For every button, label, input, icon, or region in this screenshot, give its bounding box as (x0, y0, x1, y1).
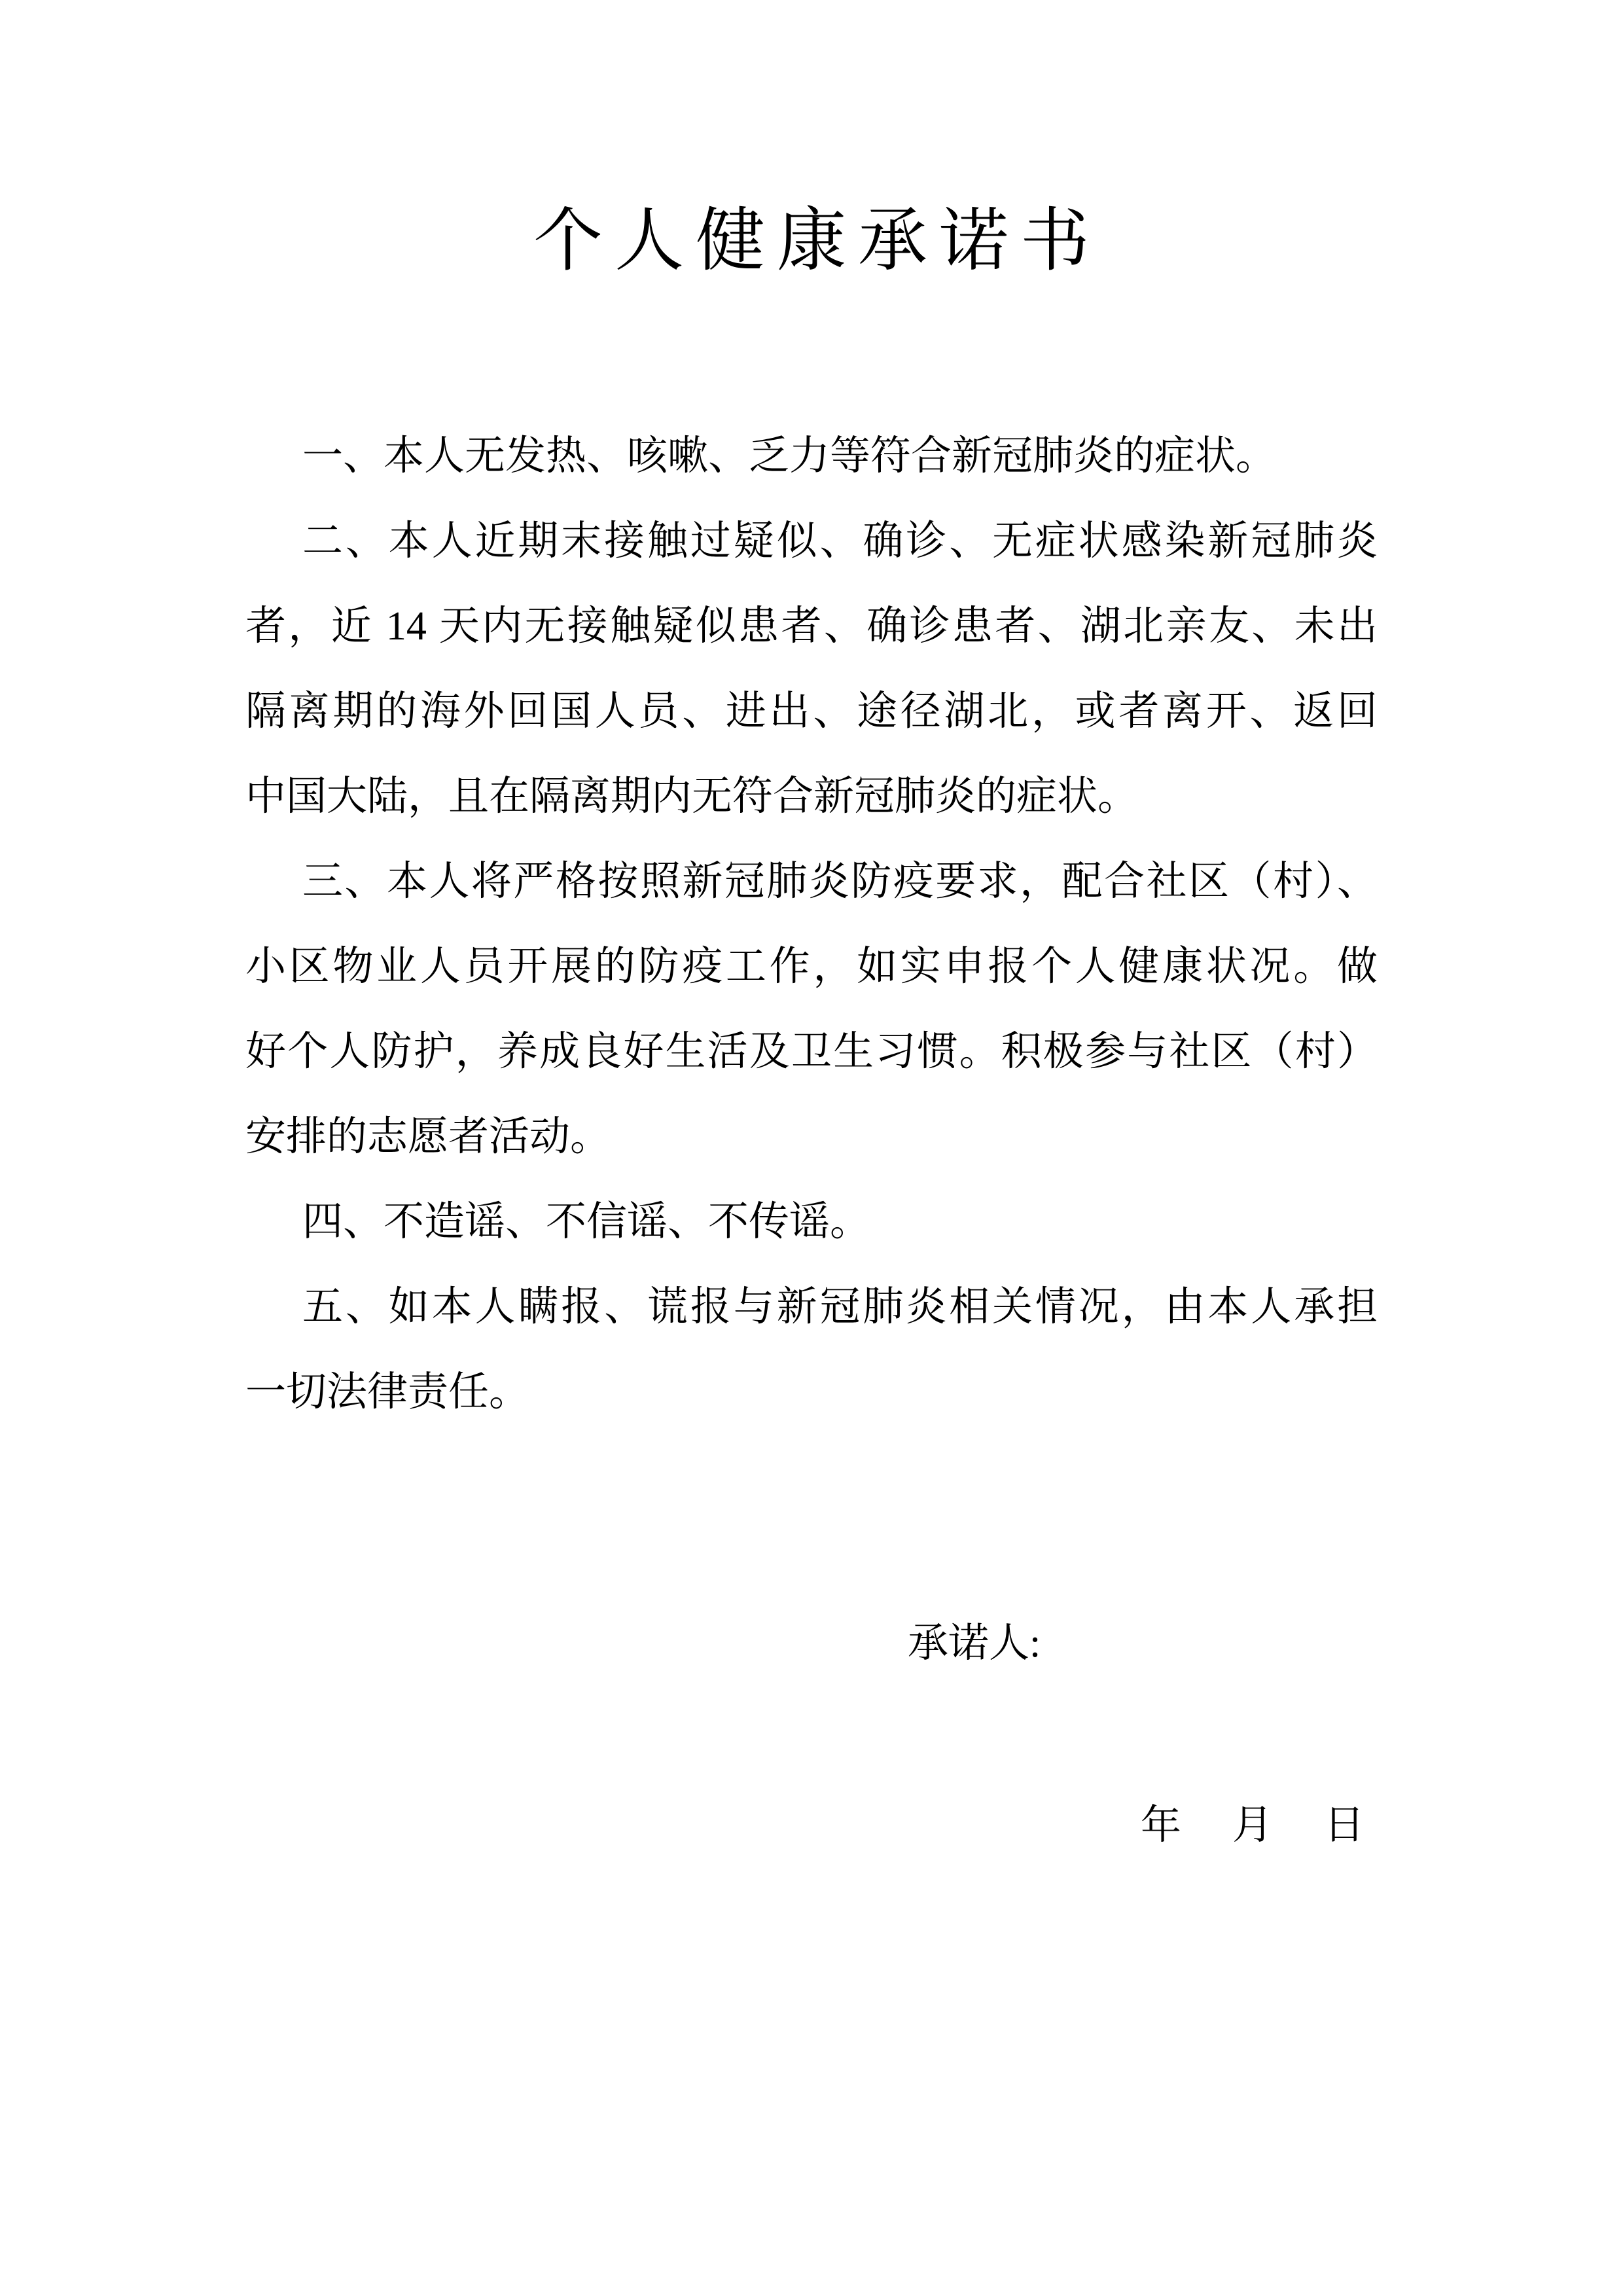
paragraph-2-line-1: 二、本人近期末接触过疑似、确诊、无症状感染新冠肺炎 (302, 519, 1378, 564)
body-signature-spacer (245, 1435, 1378, 1601)
paragraph-5-line-1: 五、如本人瞒报、谎报与新冠肺炎相关情况，由本人承担 (302, 1285, 1378, 1329)
paragraph-2-line-3: 隔离期的海外回国人员、进出、途径湖北，或者离开、返回 (245, 689, 1378, 734)
paragraph-3-line-2: 小区物业人员开展的防疫工作，如实申报个人健康状况。做 (245, 944, 1378, 989)
paragraph-4-line-1: 四、不造谣、不信谣、不传谣。 (302, 1200, 871, 1244)
document-body (245, 414, 1378, 1868)
title-body-spacer (0, 288, 1623, 414)
paragraph-3-line-1: 三、本人将严格按照新冠肺炎防疫要求，配合社区（村）、 (302, 859, 1378, 904)
signature-label: 承诺人: (908, 1621, 1041, 1666)
paragraph-3-line-3: 好个人防护，养成良好生活及卫生习惯。积极参与社区（村） (245, 1030, 1378, 1074)
paragraph-5-line-2: 一切法律责任。 (245, 1370, 530, 1414)
paragraph-2-line-4: 中国大陆，且在隔离期内无符合新冠肺炎的症状。 (245, 774, 1139, 819)
paragraph-1-line-1: 一、本人无发热、咳嗽、乏力等符合新冠肺炎的症状。 (302, 434, 1277, 478)
date-line: 年 月 日 (1140, 1803, 1370, 1848)
paragraph-2-line-2: 者，近 14 天内无接触疑似患者、确诊患者、湖北亲友、未出 (245, 604, 1378, 649)
signature-date-spacer (245, 1686, 1378, 1783)
document-title: 个人健康承诺书 (533, 203, 1101, 279)
paragraph-3-line-4: 安排的志愿者活动。 (245, 1115, 611, 1159)
